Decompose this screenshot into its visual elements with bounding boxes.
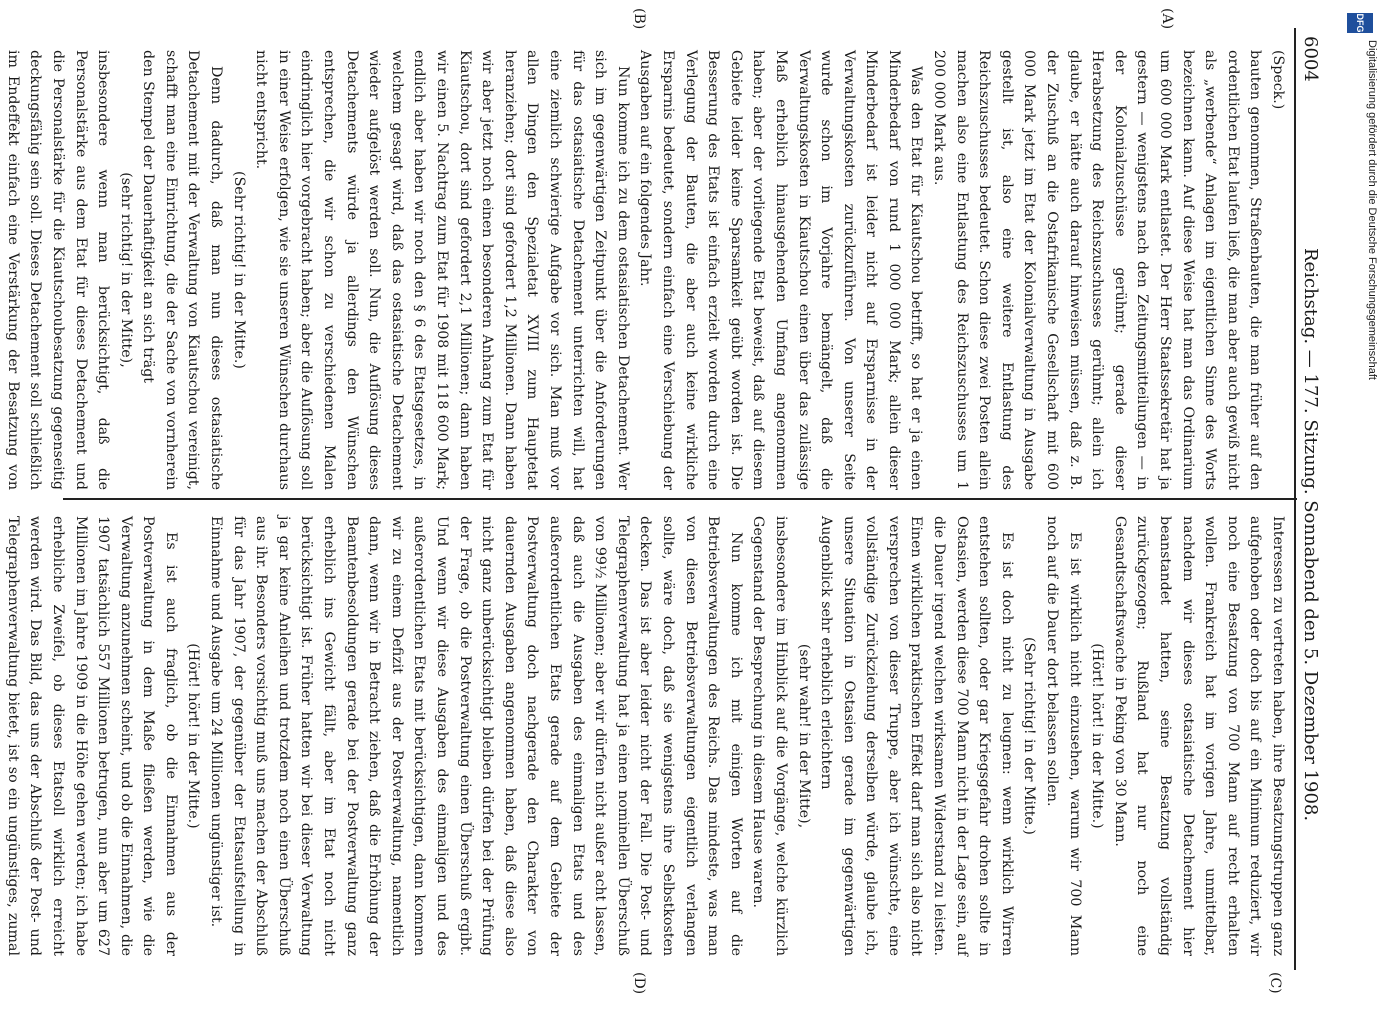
paragraph: Es ist auch fraglich, ob die Einnahmen aus der Postverwaltung in dem Maße fließen werden, wie die Verwaltung anzunehmen scheint, und ob die Einnahmen, die 1907 tatsächlich 557 Millionen betrugen, nun aber um 627 Millionen im Jahre 1909 in die Höhe gehen werden; ich habe erhebliche Zweifel, ob dieses Etatsoll wirklich erreicht werden wird. Das Bild, das uns der Abschluß der Post- und Telegraphenverwaltung bietet, ist so ein ungünstiges, zumal: [4, 516, 179, 956]
paragraph: Nun komme ich zu dem ostasiatischen Detachement. Wer sich im gegenwärtigen Zeitpunkt über die Anforderungen für das ostasiatische Detachement unterrichten will, hat eine ziemlich schwierige Aufgabe vor sich. Man muß vor allen Dingen den Spezialetat XVIII zum Hauptetat heranziehen; dort sind gefordert 1,2 Millionen. Dann haben wir aber jetzt noch einen besonderen Anhang zum Etat für Kiautschou, dort sind gefordert 2,1 Millionen; dann haben wir einen 5. Nachtrag zum Etat für 1908 mit 118 600 Mark; endlich aber haben wir noch den § 6 des Etatsgesetzes, in welchem gesagt wird, daß das ostasiatische Detachement wieder aufgelöst werden soll. Nun, die Auflösung dieses Detachements würde ja allerdings den Wünschen entsprechen, die wir schon zu verschiedenen Malen eindringlich hier vorgebracht haben; aber die Auflösung soll in einer Weise erfolgen, wie sie unseren Wünschen durchaus nicht entspricht.: [253, 50, 631, 490]
interjection: (Hört! hört! in der Mitte.): [1089, 643, 1106, 829]
digitization-sidebar: [1340, 0, 1390, 1000]
paragraph: insbesondere im Hinblick auf die Vorgänge, welche kürzlich Gegenstand der Besprechung in diesem Hause waren.: [750, 516, 789, 956]
interjection: (Sehr richtig! in der Mitte.): [1021, 637, 1038, 835]
paragraph: Nun komme ich mit einigen Worten auf die Betriebsverwaltungen des Reichs. Das mindeste, was man von diesen Betriebsverwaltungen eigentlich verlangen sollte, wäre doch, daß sie wenigstens ihre Selbstkosten decken. Das ist aber leider nicht der Fall. Die Post- und Telegraphenverwaltung hat ja einen nominellen Überschuß von 99½ Millionen; aber wir dürfen nicht außer acht lassen, daß auch die Ausgaben des einmaligen Etats und des außerordentlichen Etats gerade auf dem Gebiete der Postverwaltung doch nachgerade den Charakter von dauernden Ausgaben angenommen haben, daß diese also nicht ganz unberücksichtigt bleiben dürfen bei der Prüfung der Frage, ob die Postverwaltung einen Überschuß ergibt. Und wenn wir diese Ausgaben des einmaligen und des außerordentlichen Etats mit berücksichtigen, dann kommen wir zu einem Defizit aus der Postverwaltung, namentlich dann, wenn wir in Betracht ziehen, daß die Erhöhung der Beamtenbesoldungen gerade bei der Postverwaltung ganz erheblich ins Gewicht fällt, aber im Etat noch nicht berücksichtigt ist. Früher hatten wir bei dieser Verwaltung ja gar keine Anleihen und trotzdem noch einen Überschuß aus ihr. Besonders vorsichtig muß uns machen der Abschluß für das Jahr 1907, der gegenüber der Etatsaufstellung in Einnahme und Ausgabe um 24 Millionen ungünstiger ist.: [208, 516, 744, 956]
paragraph: insbesondere wenn man berücksichtigt, daß die Personalstärke aus dem Etat für dieses Detachement und die Personalstärke für die Kiautschoubesatzung gegenseitig deckungsfähig sein soll. Dieses Detachement soll schließlich im Endeffekt einfach eine Verstärkung der Besatzung von: [4, 50, 112, 490]
column-divider: [63, 498, 1297, 500]
header-title: Reichstag. — 177. Sitzung. Sonnabend den 5. Dezember 1908.: [1300, 248, 1321, 822]
dfg-logo: DFG: [1347, 13, 1373, 33]
margin-mark-b: (B): [631, 8, 647, 30]
paragraph: bauten genommen, Straßenbauten, die man früher auf den ordentlichen Etat laufen ließ, die man aber auch gewiß nicht als „werbende“ Anlagen im eigentlichen Sinne des Worts bezeichnen kann. Auf diese Weise hat man das Ordinarium um 600 000 Mark entlastet. Der Herr Staatssekretär hat ja gestern — wenigstens nach den Zeitungsmitteilungen — in der Kolonialzuschüsse gerühmt; gerade dieser Herabsetzung des Reichszuschusses gerühmt; allein ich glaube, er hätte auch darauf hinweisen müssen, daß z. B. der Zuschuß an die Ostafrikanische Gesellschaft mit 600 000 Mark jetzt im Etat der Kolonialverwaltung in Ausgabe gestellt ist, also eine weitere Entlastung des Reichszuschusses bedeutet. Schon diese zwei Posten allein machen also eine Entlastung des Reichszuschusses um 1 200 000 Mark aus.: [931, 50, 1264, 490]
margin-mark-c: (C): [1267, 972, 1283, 994]
paragraph: Es ist wirklich nicht einzusehen, warum wir 700 Mann noch auf die Dauer dort belassen sollen.: [1044, 516, 1083, 956]
margin-mark-d: (D): [631, 972, 647, 995]
paragraph: Denn dadurch, daß man nun dieses ostasiatische Detachement mit der Verwaltung von Kiautschou vereinigt, schafft man eine Einrichtung, die der Sache von vornherein den Stempel der Dauerhaftigkeit an sich trägt: [140, 50, 225, 490]
digitization-note: Digitalisierung gefördert durch die Deutsche Forschungsgemeinschaft: [1366, 40, 1378, 380]
paragraph: Es ist doch nicht zu leugnen: wenn wirklich Wirren entstehen sollten, oder gar Kriegsgefahr drohen sollte in Ostasien, werden diese 700 Mann nicht in der Lage sein, auf die Dauer irgend welchen wirksamen Widerstand zu leisten. Einen wirklichen praktischen Effekt darf man sich also nicht versprechen von dieser Truppe, aber ich wünschte, eine vollständige Zurückziehung derselben würde, glaube ich, unsere Situation in Ostasien gerade im gegenwärtigen Augenblick sehr erheblich erleichtern: [818, 516, 1015, 956]
left-column: [4, 50, 1289, 490]
speaker-label: (Speck.): [1270, 50, 1286, 110]
page-number: 6004: [1300, 36, 1321, 82]
interjection: (sehr richtig! in der Mitte),: [117, 172, 134, 368]
interjection: (sehr wahr! in der Mitte),: [795, 643, 812, 829]
interjection: (Hört! hört! in der Mitte.): [185, 643, 202, 829]
right-column: [4, 516, 1289, 956]
paragraph: Interessen zu vertreten haben, ihre Besatzungstruppen ganz aufgehoben oder doch bis auf ein Minimum reduziert, wir noch eine Besatzung von 700 Mann auf recht erhalten wollen. Frankreich hat im vorigen Jahre, unmittelbar, nachdem wir dieses ostasiatische Detachement hier beanstandet hatten, seine Besatzung vollständig zurückgezogen; Rußland hat nur noch eine Gesandtschaftswache in Peking von 30 Mann.: [1111, 516, 1286, 956]
margin-mark-a: (A): [1159, 8, 1175, 30]
page: [4, 8, 1323, 995]
paragraph: Was den Etat für Kiautschou betrifft, so hat er ja einen Minderbedarf von rund 1 000 000 Mark; allein dieser Minderbedarf ist leider nicht auf Ersparnisse in der Verwaltungskosten zurückzuführen. Von unserer Seite wurde schon im Vorjahre bemängelt, daß die Verwaltungskosten in Kiautschou einen über das zulässige Maß erheblich hinausgehenden Umfang angenommen haben; aber der vorliegende Etat beweist, daß auf diesem Gebiete leider keine Sparsamkeit geübt worden ist. Die Besserung des Etats ist einfach erzielt worden durch eine Verlegung der Bauten, die aber auch keine wirkliche Ersparnis bedeutet, sondern einfach eine Verschiebung der Ausgaben auf ein folgendes Jahr.: [637, 50, 925, 490]
page-header: [1297, 28, 1323, 970]
interjection: (Sehr richtig! in der Mitte.): [230, 171, 247, 369]
